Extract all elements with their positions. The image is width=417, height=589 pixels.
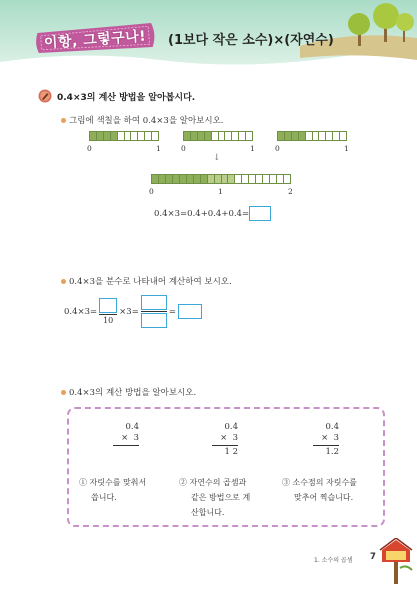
step-number: ② bbox=[179, 478, 187, 487]
tick-label: 1 bbox=[250, 144, 255, 153]
step-text: 소수점의 자릿수를 bbox=[292, 478, 357, 487]
step-number: ③ bbox=[282, 478, 290, 487]
calc-mult: × 3 bbox=[220, 433, 238, 443]
header-banner bbox=[0, 0, 417, 80]
calc-top: 0.4 bbox=[125, 422, 139, 432]
step-text: 맞추어 찍습니다. bbox=[294, 493, 354, 502]
equation-lhs: 0.4×3= bbox=[64, 306, 98, 317]
task1-equation bbox=[154, 206, 271, 221]
bullet-icon bbox=[61, 118, 66, 123]
tape-bar-3[interactable] bbox=[277, 131, 347, 141]
tape-bar-1[interactable] bbox=[89, 131, 159, 141]
step-description-1 bbox=[79, 475, 177, 505]
tick-label: 0 bbox=[87, 144, 92, 153]
answer-box[interactable] bbox=[249, 206, 271, 221]
step-text: 자릿수를 맞춰서 bbox=[89, 478, 147, 487]
tick-label: 1 bbox=[218, 187, 223, 196]
tape-bar-2[interactable] bbox=[183, 131, 253, 141]
method-box bbox=[67, 407, 385, 527]
task3-instruction bbox=[61, 386, 196, 398]
tick-label: 0 bbox=[149, 187, 154, 196]
task2-instruction bbox=[61, 275, 232, 287]
task2-equation bbox=[64, 295, 202, 328]
tick-label: 1 bbox=[156, 144, 161, 153]
equals-text: = bbox=[168, 306, 176, 317]
page-number: 7 bbox=[370, 552, 376, 562]
task1-instruction-text: 그림에 색칠을 하여 0.4×3을 알아보시오. bbox=[69, 116, 224, 126]
section-title: (1보다 작은 소수)×(자연수) bbox=[168, 33, 334, 48]
fraction-2 bbox=[141, 295, 167, 328]
tick-label: 0 bbox=[275, 144, 280, 153]
calc-top: 0.4 bbox=[325, 422, 339, 432]
chapter-label: 1. 소수의 곱셈 bbox=[314, 557, 353, 564]
step-number: ① bbox=[79, 478, 87, 487]
down-arrow-icon: ↓ bbox=[213, 153, 221, 163]
calc-step-3 bbox=[313, 422, 339, 458]
topic-text: 0.4×3의 계산 방법을 알아봅시다. bbox=[57, 92, 196, 103]
answer-box[interactable] bbox=[178, 304, 202, 319]
tape-bar-combined[interactable] bbox=[151, 174, 291, 184]
numerator-box[interactable] bbox=[141, 295, 167, 310]
topic-row bbox=[38, 89, 195, 103]
task2-instruction-text: 0.4×3을 분수로 나타내어 계산하여 보시오. bbox=[69, 277, 232, 287]
task3-instruction-text: 0.4×3의 계산 방법을 알아보시오. bbox=[69, 388, 197, 398]
step-text: 같은 방법으로 계 bbox=[191, 493, 251, 502]
calc-result: 1 2 bbox=[224, 447, 238, 457]
badge-text: 이항, 그렇구나! bbox=[43, 28, 147, 52]
calc-top: 0.4 bbox=[224, 422, 238, 432]
calc-mult: × 3 bbox=[321, 433, 339, 443]
task1-instruction bbox=[61, 114, 224, 126]
equation-text: 0.4×3=0.4+0.4+0.4= bbox=[154, 208, 250, 219]
calc-mult: × 3 bbox=[121, 433, 139, 443]
step-text: 산합니다. bbox=[191, 508, 225, 517]
calc-result bbox=[113, 447, 139, 458]
bullet-icon bbox=[61, 390, 66, 395]
denominator-box[interactable] bbox=[141, 313, 167, 328]
calc-step-1 bbox=[113, 422, 139, 458]
calc-result: 1.2 bbox=[325, 447, 339, 457]
denominator: 10 bbox=[103, 316, 114, 325]
step-description-2 bbox=[179, 475, 279, 520]
mailbox-icon bbox=[378, 538, 414, 584]
fraction-1 bbox=[99, 298, 117, 325]
calc-step-2 bbox=[212, 422, 238, 458]
tick-label: 1 bbox=[344, 144, 349, 153]
pencil-badge-icon bbox=[38, 89, 52, 103]
numerator-box[interactable] bbox=[99, 298, 117, 313]
step-text: 자연수의 곱셈과 bbox=[189, 478, 247, 487]
tick-label: 2 bbox=[288, 187, 293, 196]
tick-label: 0 bbox=[181, 144, 186, 153]
times-text: ×3= bbox=[119, 306, 139, 317]
step-description-3 bbox=[282, 475, 382, 505]
step-text: 씁니다. bbox=[91, 493, 117, 502]
bullet-icon bbox=[61, 279, 66, 284]
